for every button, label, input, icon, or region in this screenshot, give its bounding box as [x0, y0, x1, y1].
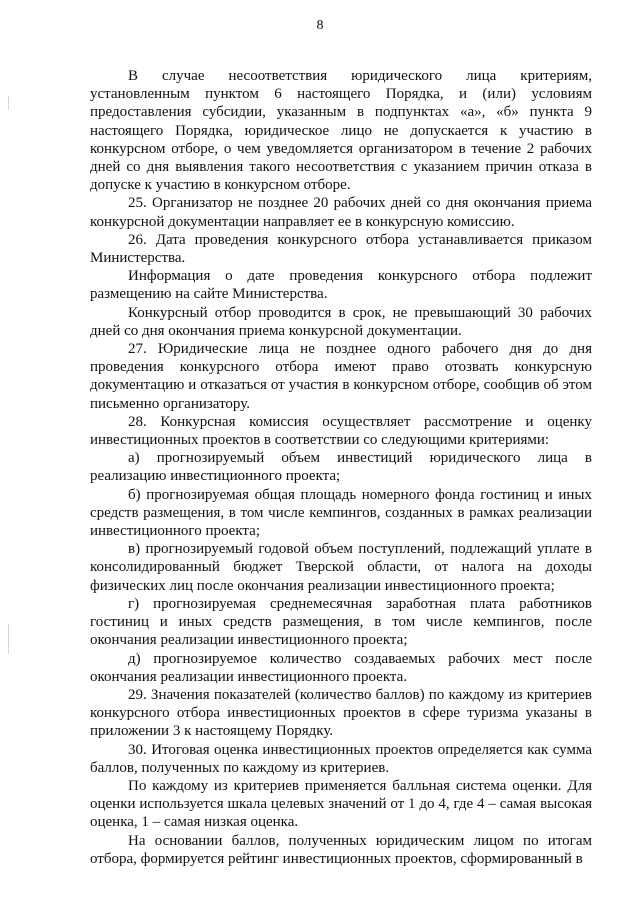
list-item: а) прогнозируемый объем инвестиций юридического лица в реализацию инвестиционного проекта; — [90, 450, 592, 485]
paragraph: Конкурсный отбор проводится в срок, не превышающий 30 рабочих дней со дня окончания приема конкурсной документации. — [90, 304, 592, 339]
page-number: 8 — [316, 18, 324, 33]
list-item: д) прогнозируемое количество создаваемых рабочих мест после окончания реализации инвестиционного проекта. — [90, 650, 592, 685]
paragraph: 26. Дата проведения конкурсного отбора устанавливается приказом Министерства. — [90, 231, 592, 267]
paragraph: По каждому из критериев применяется балльная система оценки. Для оценки используется шкала целевых значений от 1 до 4, где 4 – самая высокая оценка, 1 – самая низкая оценка. — [90, 777, 592, 831]
paragraph: На основании баллов, полученных юридическим лицом по итогам отбора, формируется рейтинг инвестиционных проектов, сформированный в — [90, 832, 592, 867]
paragraph: 27. Юридические лица не позднее одного рабочего дня до дня проведения конкурсного отбора имеют право отозвать конкурсную документацию и отказаться от участия в конкурсном отборе, сообщив об этом письменно организатору. — [90, 341, 592, 412]
paragraph: В случае несоответствия юридического лица критериям, установленным пунктом 6 настоящего Порядка, и (или) условиям предоставления субсидии, указанным в подпунктах «а», «б» пункта 9 настоящего Порядка, юридическое лицо не допускается к участию в конкурсном отборе, о чем уведомляется организатором в течение 2 рабочих дней со дня выявления такого несоответствия с указанием причин отказа в допуске к участию в конкурсном отборе. — [90, 68, 592, 194]
paragraph: 30. Итоговая оценка инвестиционных проектов определяется как сумма баллов, полученных по каждому из критериев. — [90, 741, 592, 776]
list-item: б) прогнозируемая общая площадь номерного фонда гостиниц и иных средств размещения, в том числе кемпингов, созданных в рамках реализации инвестиционного проекта; — [90, 486, 592, 540]
scan-margin-mark — [8, 96, 9, 110]
scan-margin-mark — [8, 624, 9, 654]
list-item: в) прогнозируемый годовой объем поступлений, подлежащий уплате в консолидированный бюджет Тверской области, от налога на доходы физических лиц после окончания реализации инвестиционного проекта; — [90, 541, 592, 594]
list-item: г) прогнозируемая среднемесячная заработная плата работников гостиниц и иных средств размещения, в том числе кемпингов, после окончания реализации инвестиционного проекта; — [90, 595, 592, 649]
paragraph: 29. Значения показателей (количество баллов) по каждому из критериев конкурсного отбора инвестиционных проектов в сфере туризма указаны в приложении 3 к настоящему Порядку. — [90, 686, 592, 740]
paragraph: 25. Организатор не позднее 20 рабочих дней со дня окончания приема конкурсной документации направляет ее в конкурсную комиссию. — [90, 195, 592, 230]
document-body — [90, 67, 592, 868]
paragraph: 28. Конкурсная комиссия осуществляет рассмотрение и оценку инвестиционных проектов в соответствии со следующими критериями: — [90, 413, 592, 449]
paragraph: Информация о дате проведения конкурсного отбора подлежит размещению на сайте Министерства. — [90, 268, 592, 303]
